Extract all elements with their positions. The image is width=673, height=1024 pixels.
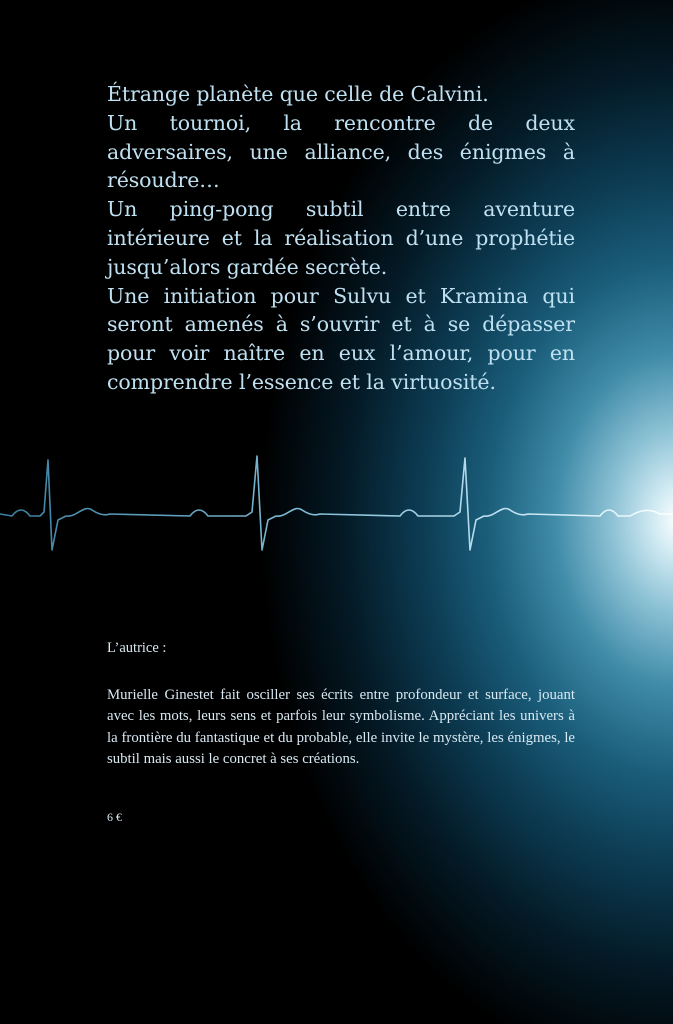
author-bio: Murielle Ginestet fait osciller ses écrits entre profondeur et surface, jouant avec les mots, leurs sens et parfois leur symbolisme. Appréciant les univers à la frontière du fantastique et du probable, elle invite le mystère, les énigmes, le subtil mais aussi le concret à ses créations. — [107, 687, 575, 767]
blurb-paragraph: Un tournoi, la rencontre de deux adversaires, une alliance, des énigmes à résoudre… — [107, 110, 575, 193]
blurb-paragraph: Un ping-pong subtil entre aventure intérieure et la réalisation d’une prophétie jusqu’alors gardée secrète. — [107, 197, 575, 279]
blurb-text — [107, 80, 575, 397]
heartbeat-path — [0, 456, 673, 550]
author-heading: L’autrice : — [107, 640, 167, 656]
blurb-paragraph: Une initiation pour Sulvu et Kramina qui seront amenés à s’ouvrir et à se dépasser pour voir naître en eux l’amour, pour en comprendre l’essence et la virtuosité. — [107, 283, 575, 394]
blurb-paragraph: Étrange planète que celle de Calvini. — [107, 82, 489, 106]
price-label: 6 € — [107, 810, 122, 824]
heartbeat-line — [0, 450, 673, 560]
author-section — [107, 640, 575, 770]
